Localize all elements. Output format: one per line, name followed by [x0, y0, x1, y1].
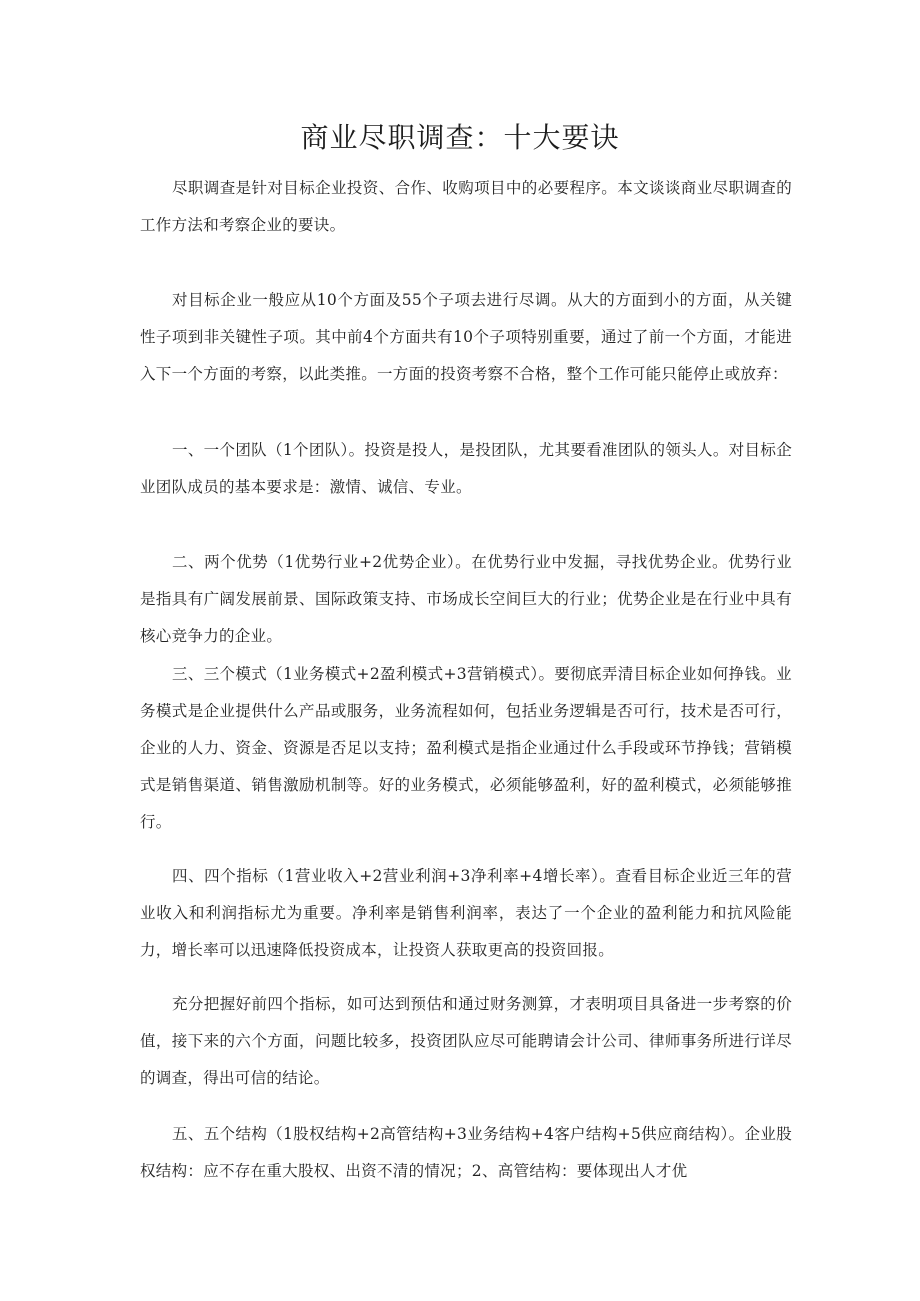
paragraph-summary: 充分把握好前四个指标，如可达到预估和通过财务测算，才表明项目具备进一步考察的价值，接下来的六个方面，问题比较多，投资团队应尽可能聘请会计公司、律师事务所进行详尽的调查，得出可信的结论。 — [140, 995, 792, 1087]
paragraph-point-3: 三、三个模式（1业务模式+2盈利模式+3营销模式）。要彻底弄清目标企业如何挣钱。业务模式是企业提供什么产品或服务，业务流程如何，包括业务逻辑是否可行，技术是否可行，企业的人力、资金、资源是否足以支持；盈利模式是指企业通过什么手段或环节挣钱；营销模式是销售渠道、销售激励机制等。好的业务模式，必须能够盈利，好的盈利模式，必须能够推行。 — [140, 665, 792, 831]
paragraph-point-2: 二、两个优势（1优势行业+2优势企业）。在优势行业中发掘，寻找优势企业。优势行业是指具有广阔发展前景、国际政策支持、市场成长空间巨大的行业；优势企业是在行业中具有核心竞争力的企业。 — [140, 553, 792, 645]
paragraph-overview: 对目标企业一般应从10个方面及55个子项去进行尽调。从大的方面到小的方面，从关键性子项到非关键性子项。其中前4个方面共有10个子项特别重要，通过了前一个方面，才能进入下一个方面的考察，以此类推。一方面的投资考察不合格，整个工作可能只能停止或放弃： — [140, 291, 792, 383]
paragraph-point-5: 五、五个结构（1股权结构+2高管结构+3业务结构+4客户结构+5供应商结构）。企业股权结构：应不存在重大股权、出资不清的情况；2、高管结构：要体现出人才优 — [140, 1125, 792, 1180]
paragraph-point-4: 四、四个指标（1营业收入+2营业利润+3净利率+4增长率）。查看目标企业近三年的营业收入和利润指标尤为重要。净利率是销售利润率，表达了一个企业的盈利能力和抗风险能力，增长率可以迅速降低投资成本，让投资人获取更高的投资回报。 — [140, 867, 792, 959]
document-title: 商业尽职调查：十大要诀 — [300, 121, 620, 154]
paragraph-point-1: 一、一个团队（1个团队）。投资是投人，是投团队，尤其要看准团队的领头人。对目标企业团队成员的基本要求是：激情、诚信、专业。 — [140, 441, 792, 496]
paragraph-intro: 尽职调查是针对目标企业投资、合作、收购项目中的必要程序。本文谈谈商业尽职调查的工作方法和考察企业的要诀。 — [140, 179, 792, 234]
